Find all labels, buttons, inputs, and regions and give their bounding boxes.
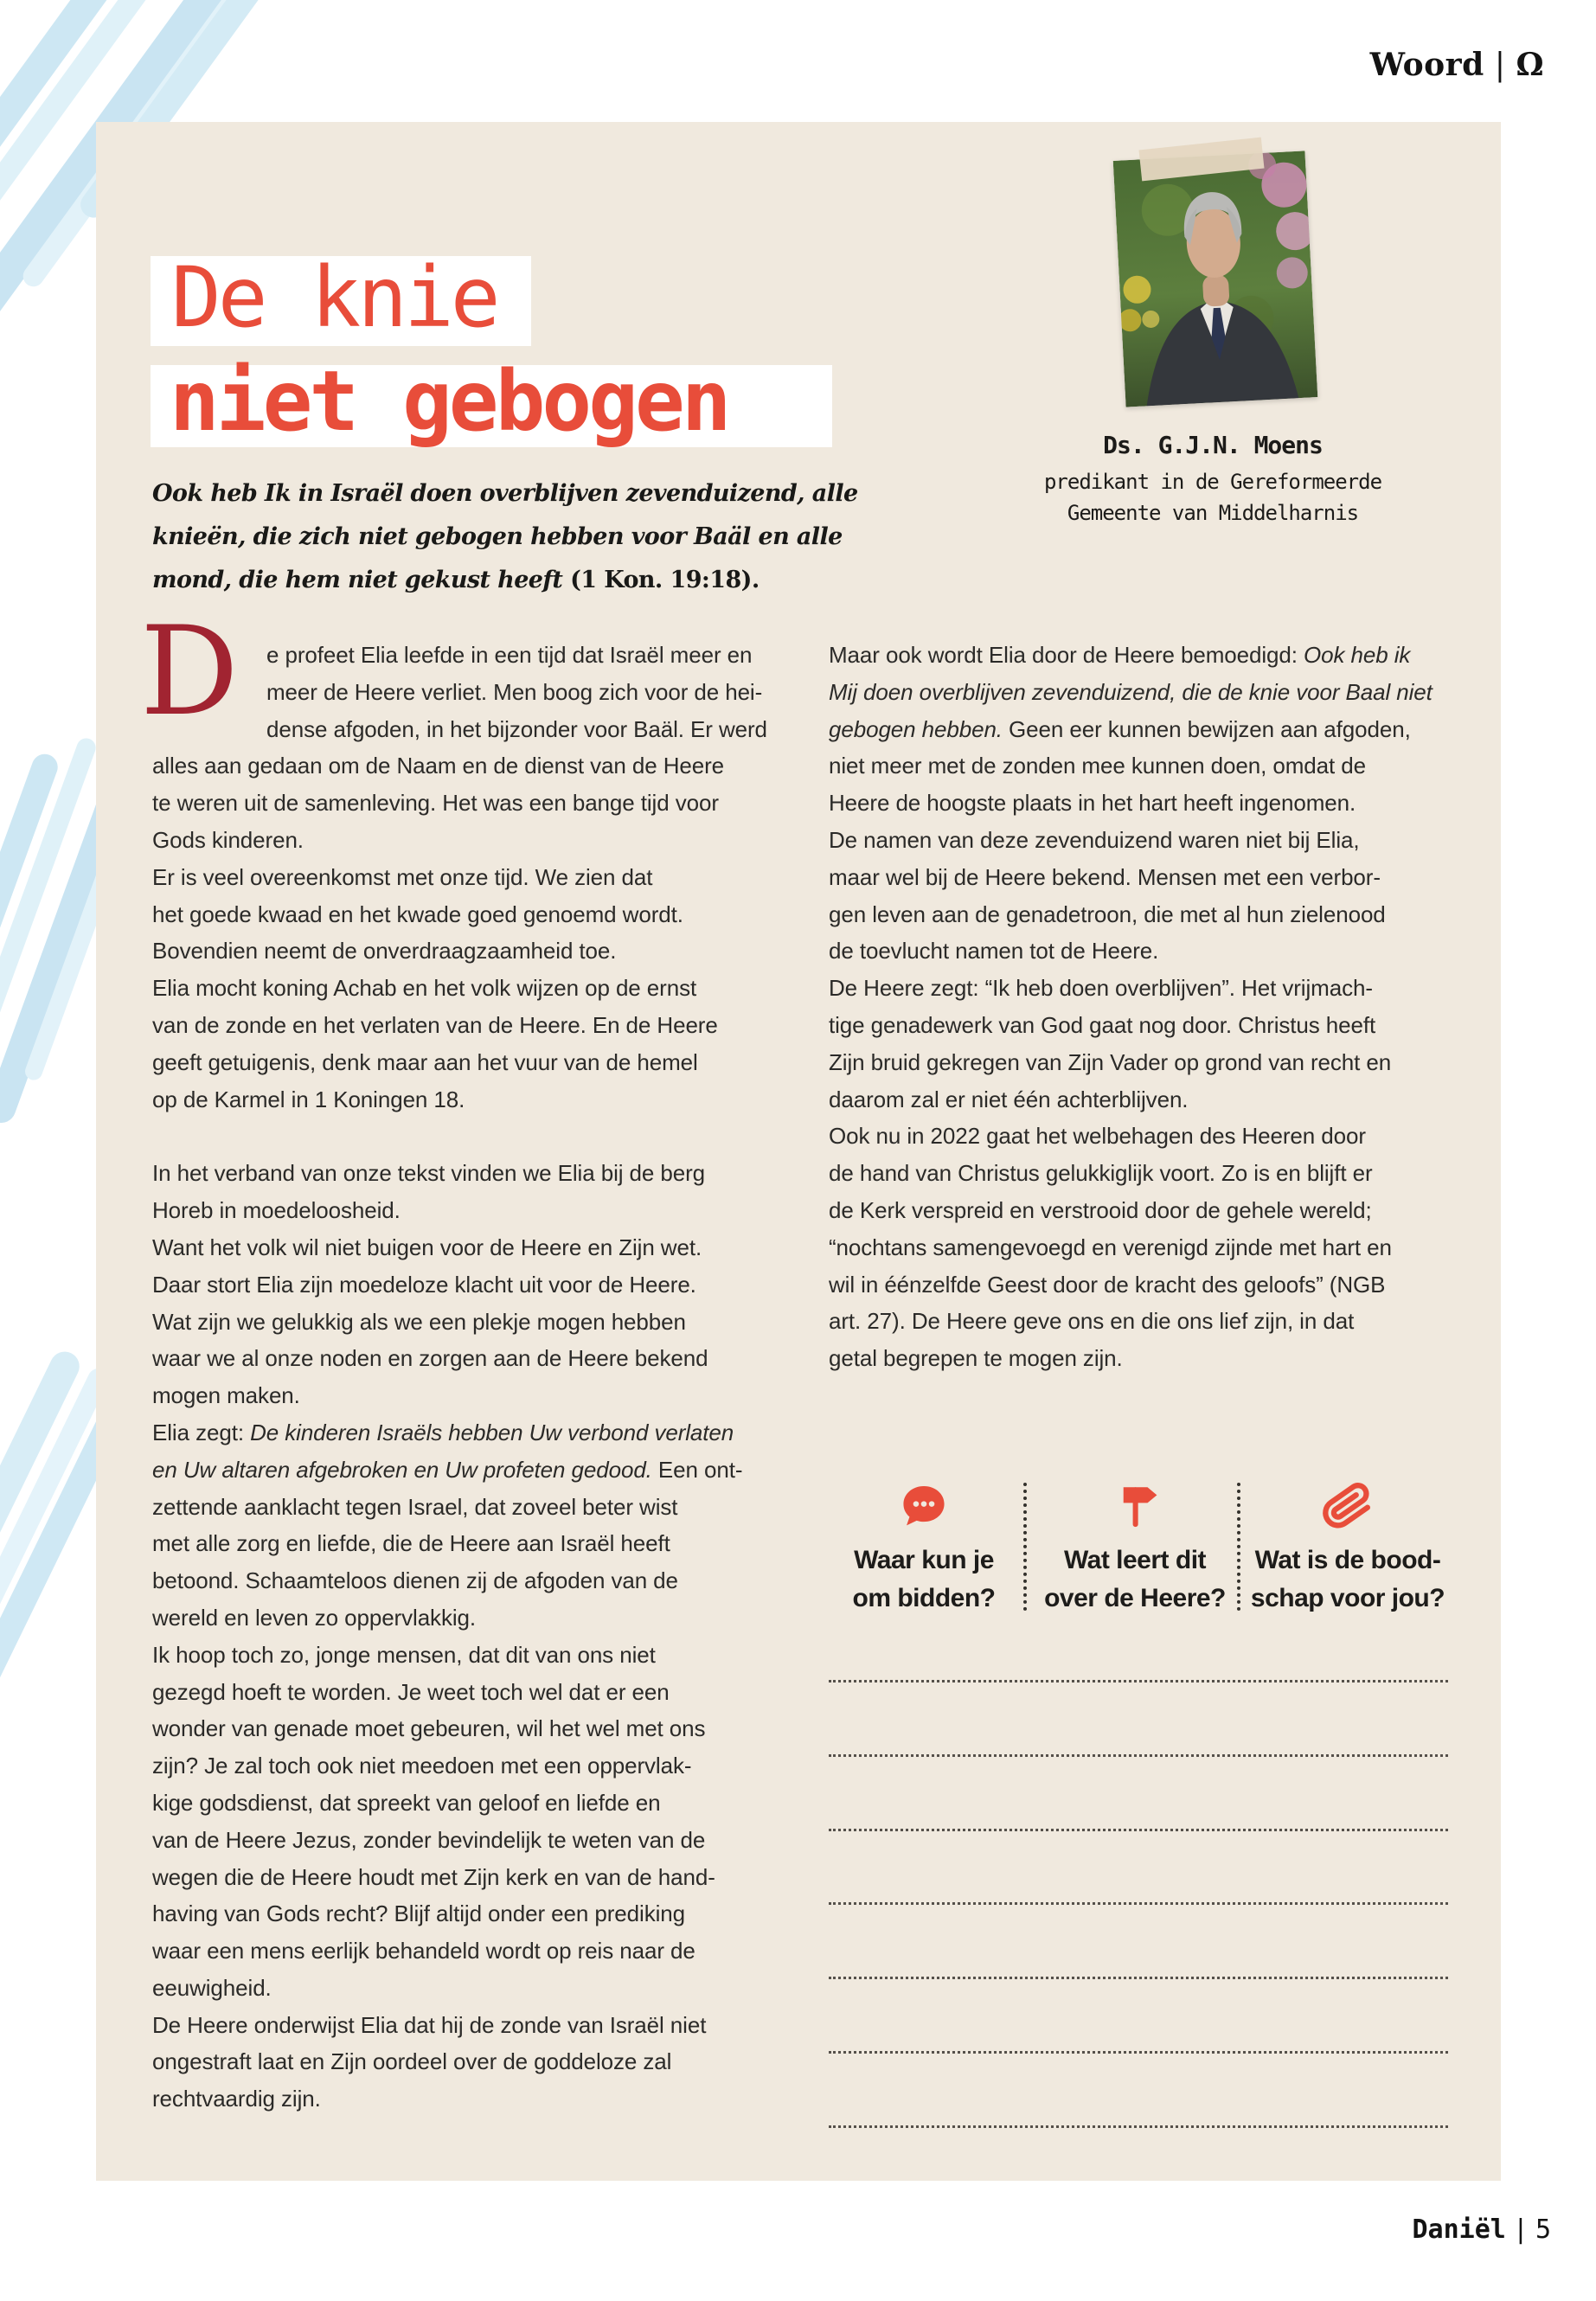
question-text: Wat is de bood- schap voor jou? <box>1250 1546 1445 1612</box>
body-column-right <box>829 637 1469 1377</box>
writing-line <box>829 1680 1448 1682</box>
body-text-line: kige godsdienst, dat spreekt van geloof en liefde en <box>152 1789 661 1816</box>
body-text-line: Ik hoop toch zo, jonge mensen, dat dit van ons niet <box>152 1641 656 1668</box>
author-photo-image <box>1113 151 1318 407</box>
body-text-line: gezegd hoeft te worden. Je weet toch wel dat er een <box>152 1678 670 1705</box>
intro-quote <box>152 472 858 602</box>
author-role: predikant in de Gereformeerde <box>1043 470 1382 494</box>
body-text-line: ongestraft laat en Zijn oordeel over de goddeloze zal <box>152 2048 672 2075</box>
section-label: Woord <box>1369 47 1484 83</box>
body-text-line: Wat zijn we gelukkig als we een plekje mogen hebben <box>152 1308 686 1335</box>
body-text-line: Daar stort Elia zijn moedeloze klacht uit voor de Heere. <box>152 1271 696 1298</box>
question-block-bidden <box>820 1481 1028 1618</box>
body-column-left <box>152 637 792 2118</box>
body-text-line: wegen die de Heere houdt met Zijn kerk en van de hand- <box>152 1863 715 1890</box>
body-text-line: betoond. Schaamteloos dienen zij de afgoden van de <box>152 1567 678 1594</box>
body-text-line: gebogen hebben. Geen eer kunnen bewijzen aan afgoden, <box>829 715 1411 742</box>
body-text-line: wonder van genade moet gebeuren, wil het wel met ons <box>152 1715 706 1742</box>
body-text-line: van de zonde en het verlaten van de Heere. En de Heere <box>152 1011 718 1038</box>
body-text-line: van de Heere Jezus, zonder bevindelijk te weten van de <box>152 1826 706 1853</box>
magazine-logo-icon: Ω <box>1516 47 1544 83</box>
writing-line <box>829 2125 1448 2128</box>
body-text-line: wil in éénzelfde Geest door de kracht des geloofs” (NGB <box>829 1271 1386 1298</box>
page-header <box>1370 47 1544 83</box>
body-text-line: “nochtans samengevoegd en verenigd zijnde met hart en <box>829 1234 1392 1260</box>
article-title-line1: De knie <box>171 249 497 346</box>
body-text-line: tige genadewerk van God gaat nog door. Christus heeft <box>829 1011 1376 1038</box>
author-role: Gemeente van Middelharnis <box>1067 501 1359 525</box>
author-caption <box>986 431 1439 529</box>
body-text-line: Mij doen overblijven zevenduizend, die de knie voor Baal niet <box>829 678 1433 705</box>
body-text-line: e profeet Elia leefde in een tijd dat Israël meer en <box>266 642 753 668</box>
body-text-line: gen leven aan de genadetroon, die met al hun zielenood <box>829 901 1386 927</box>
scripture-reference: (1 Kon. 19:18). <box>570 567 760 593</box>
body-text-line: Want het volk wil niet buigen voor de Heere en Zijn wet. <box>152 1234 702 1260</box>
writing-line <box>829 1829 1448 1831</box>
drop-cap: D <box>140 600 239 743</box>
signpost-icon <box>1031 1481 1239 1535</box>
body-text-line: waar een mens eerlijk behandeld wordt op reis naar de <box>152 1938 695 1965</box>
question-block-heere <box>1031 1481 1239 1618</box>
body-text-line: zijn? Je zal toch ook niet meedoen met een oppervlak- <box>152 1753 692 1779</box>
body-text-line: alles aan gedaan om de Naam en de dienst van de Heere <box>152 753 725 779</box>
body-text-line: de Kerk verspreid en verstrooid door de gehele wereld; <box>829 1196 1372 1223</box>
body-text-line: getal begrepen te mogen zijn. <box>829 1345 1123 1372</box>
body-text-line: maar wel bij de Heere bekend. Mensen met een verbor- <box>829 863 1381 890</box>
body-text-line: eeuwigheid. <box>152 1974 272 2001</box>
body-text-line: zettende aanklacht tegen Israel, dat zoveel beter wist <box>152 1493 678 1520</box>
header-separator: | <box>1494 48 1506 83</box>
dotted-separator <box>1237 1483 1240 1611</box>
body-text-line: de hand van Christus gelukkiglijk voort. Zo is en blijft er <box>829 1160 1373 1187</box>
body-text-line: meer de Heere verliet. Men boog zich voor de hei- <box>266 678 763 705</box>
body-text-line: Elia zegt: De kinderen Israëls hebben Uw verbond verlaten <box>152 1419 734 1445</box>
body-text-line: Elia mocht koning Achab en het volk wijzen op de ernst <box>152 975 697 1002</box>
writing-line <box>829 1977 1448 1979</box>
body-text-line: rechtvaardig zijn. <box>152 2086 321 2112</box>
body-text-line: mogen maken. <box>152 1382 300 1409</box>
question-text: Waar kun je om bidden? <box>852 1546 996 1612</box>
footer-separator: | <box>1512 2214 1529 2245</box>
dotted-separator <box>1023 1483 1027 1611</box>
body-text-line: wereld en leven zo oppervlakkig. <box>152 1604 477 1631</box>
body-text-line: Horeb in moedeloosheid. <box>152 1197 401 1224</box>
writing-line <box>829 2051 1448 2054</box>
body-text-line: de toevlucht namen tot de Heere. <box>829 938 1159 965</box>
question-block-boodschap <box>1244 1481 1452 1618</box>
page-number: 5 <box>1535 2214 1551 2245</box>
body-text-line: en Uw altaren afgebroken en Uw profeten gedood. Een ont- <box>152 1456 743 1483</box>
intro-line: knieën, die zich niet gebogen hebben voor Baäl en alle <box>152 523 843 550</box>
author-name: Ds. G.J.N. Moens <box>1103 431 1323 459</box>
writing-line <box>829 1902 1448 1905</box>
article-title-line2: niet gebogen <box>170 353 728 450</box>
page-footer <box>1413 2214 1552 2245</box>
body-text-line: waar we al onze noden en zorgen aan de Heere bekend <box>152 1345 708 1372</box>
author-photo <box>1113 151 1318 407</box>
body-text-line: De namen van deze zevenduizend waren niet bij Elia, <box>829 826 1360 853</box>
paperclip-icon <box>1244 1481 1452 1535</box>
intro-line: mond, die hem niet gekust heeft (1 Kon. 19:18). <box>152 567 760 593</box>
writing-line <box>829 1754 1448 1757</box>
body-text-line: Ook nu in 2022 gaat het welbehagen des Heeren door <box>829 1123 1366 1150</box>
body-text-line: art. 27). De Heere geve ons en die ons lief zijn, in dat <box>829 1308 1355 1335</box>
body-text-line: te weren uit de samenleving. Het was een bange tijd voor <box>152 790 719 817</box>
intro-line: Ook heb Ik in Israël doen overblijven zevenduizend, alle <box>152 480 858 507</box>
body-text-line: De Heere onderwijst Elia dat hij de zonde van Israël niet <box>152 2011 707 2038</box>
body-text-line: niet meer met de zonden mee kunnen doen, omdat de <box>829 753 1366 779</box>
body-text-line: daarom zal er niet één achterblijven. <box>829 1086 1189 1112</box>
body-text-line: Heere de hoogste plaats in het hart heeft ingenomen. <box>829 790 1356 817</box>
question-text: Wat leert dit over de Heere? <box>1044 1546 1226 1612</box>
body-text-line: Zijn bruid gekregen van Zijn Vader op grond van recht en <box>829 1048 1392 1075</box>
body-text-line: Maar ook wordt Elia door de Heere bemoedigd: Ook heb ik <box>829 642 1411 668</box>
body-text-line: met alle zorg en liefde, die de Heere aan Israël heeft <box>152 1530 670 1557</box>
body-text-line: geeft getuigenis, denk maar aan het vuur van de hemel <box>152 1048 698 1075</box>
body-text-line: het goede kwaad en het kwade goed genoemd wordt. <box>152 901 683 927</box>
body-text-line: Bovendien neemt de onverdraagzaamheid toe. <box>152 938 617 965</box>
body-text-line: Er is veel overeenkomst met onze tijd. We zien dat <box>152 863 653 890</box>
body-text-line: op de Karmel in 1 Koningen 18. <box>152 1086 465 1112</box>
body-text-line: Gods kinderen. <box>152 826 304 853</box>
body-text-line: In het verband van onze tekst vinden we Elia bij de berg <box>152 1160 706 1187</box>
body-text-line: having van Gods recht? Blijf altijd onder een prediking <box>152 1900 685 1927</box>
magazine-name: Daniël <box>1412 2214 1506 2245</box>
speech-bubble-icon <box>820 1481 1028 1535</box>
body-text-line: dense afgoden, in het bijzonder voor Baäl. Er werd <box>266 715 767 742</box>
body-text-line: De Heere zegt: “Ik heb doen overblijven”. Het vrijmach- <box>829 975 1373 1002</box>
